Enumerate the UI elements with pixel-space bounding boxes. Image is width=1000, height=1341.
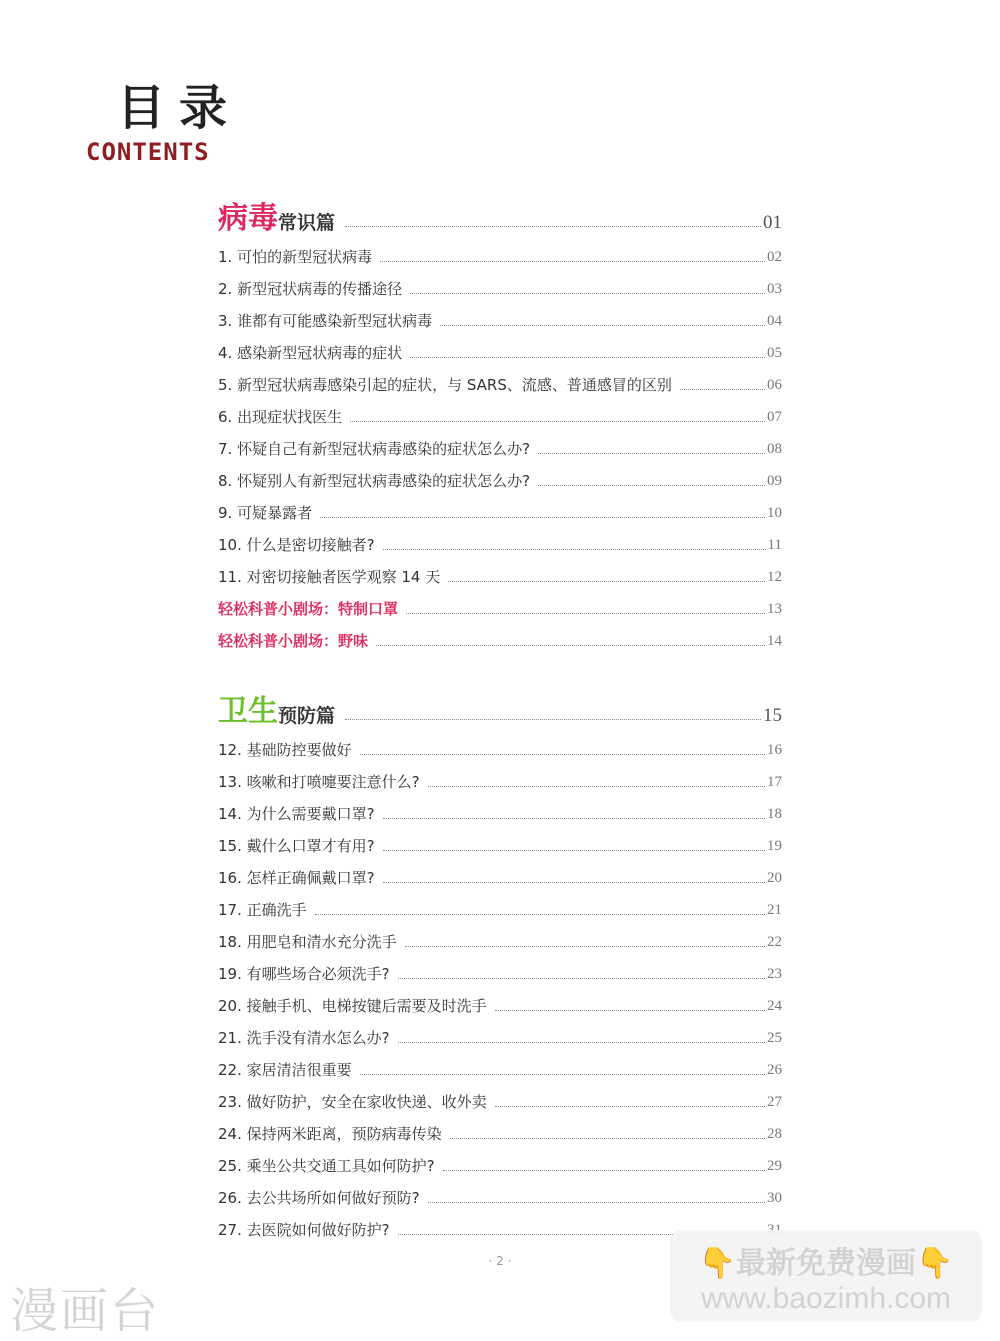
toc-item-title: 20. 接触手机、电梯按键后需要及时洗手 — [218, 997, 487, 1015]
section-header[interactable] — [218, 689, 782, 729]
toc-item-title: 4. 感染新型冠状病毒的症状 — [218, 344, 403, 362]
toc-item[interactable] — [218, 492, 782, 524]
toc-item-page: 12 — [767, 569, 782, 585]
toc-item-page: 26 — [767, 1062, 782, 1078]
toc-item-title: 11. 对密切接触者医学观察 14 天 — [218, 568, 441, 586]
section-title-big: 病毒 — [218, 201, 278, 236]
toc-item[interactable] — [218, 985, 782, 1017]
toc-item-title: 16. 怎样正确佩戴口罩? — [218, 869, 375, 887]
toc-item[interactable] — [218, 857, 782, 889]
leader-dots — [376, 645, 765, 646]
toc-item-title: 25. 乘坐公共交通工具如何防护? — [218, 1157, 435, 1175]
toc-item[interactable] — [218, 953, 782, 985]
toc-item-title: 18. 用肥皂和清水充分洗手 — [218, 933, 397, 951]
toc-item-page: 11 — [767, 537, 782, 553]
leader-dots — [398, 978, 765, 979]
toc-item-title: 3. 谁都有可能感染新型冠状病毒 — [218, 312, 433, 330]
toc-item[interactable] — [218, 524, 782, 556]
toc-item-page: 13 — [767, 601, 782, 617]
toc-item-page: 05 — [767, 345, 782, 361]
leader-dots — [538, 453, 765, 454]
toc-item[interactable] — [218, 620, 782, 652]
contents-heading — [86, 80, 242, 166]
toc-item-page: 04 — [767, 313, 782, 329]
toc-item-title: 19. 有哪些场合必须洗手? — [218, 965, 390, 983]
leader-dots — [495, 1106, 765, 1107]
toc-item-title: 8. 怀疑别人有新型冠状病毒感染的症状怎么办? — [218, 472, 531, 490]
toc-item[interactable] — [218, 300, 782, 332]
watermark-text: 最新免费漫画 — [736, 1246, 916, 1281]
toc-item-page: 03 — [767, 281, 782, 297]
toc-item[interactable] — [218, 1113, 782, 1145]
toc-item[interactable] — [218, 332, 782, 364]
toc-item[interactable] — [218, 793, 782, 825]
toc-item[interactable] — [218, 460, 782, 492]
toc-item[interactable] — [218, 268, 782, 300]
watermark-line1 — [670, 1238, 982, 1282]
heading-en: CONTENTS — [86, 138, 210, 166]
toc-item-page: 21 — [767, 902, 782, 918]
section-header[interactable] — [218, 196, 782, 236]
toc-item-page: 17 — [767, 774, 782, 790]
toc-item-page: 22 — [767, 934, 782, 950]
toc-item-page: 18 — [767, 806, 782, 822]
toc-item[interactable] — [218, 236, 782, 268]
page-number: · 2 · — [488, 1254, 512, 1268]
toc-item-title: 10. 什么是密切接触者? — [218, 536, 375, 554]
leader-dots — [428, 786, 765, 787]
toc-item[interactable] — [218, 588, 782, 620]
leader-dots — [315, 914, 765, 915]
toc-item-title: 14. 为什么需要戴口罩? — [218, 805, 375, 823]
toc-section-hygiene — [218, 689, 782, 1241]
toc-item-page: 24 — [767, 998, 782, 1014]
toc-list — [218, 729, 782, 1241]
leader-dots — [350, 421, 765, 422]
toc-item-page: 08 — [767, 441, 782, 457]
toc-item-title: 1. 可怕的新型冠状病毒 — [218, 248, 373, 266]
toc-item-page: 30 — [767, 1190, 782, 1206]
toc-item[interactable] — [218, 428, 782, 460]
section-page: 01 — [763, 212, 782, 233]
toc-item-title: 17. 正确洗手 — [218, 901, 307, 919]
toc-item-title: 12. 基础防控要做好 — [218, 741, 352, 759]
toc-item-title: 26. 去公共场所如何做好预防? — [218, 1189, 420, 1207]
toc-item[interactable] — [218, 364, 782, 396]
toc-item-page: 19 — [767, 838, 782, 854]
toc-item[interactable] — [218, 1145, 782, 1177]
toc-item-title: 22. 家居清洁很重要 — [218, 1061, 352, 1079]
toc-item-page: 20 — [767, 870, 782, 886]
heading-zh: 目录 — [117, 80, 242, 136]
toc-item-title: 7. 怀疑自己有新型冠状病毒感染的症状怎么办? — [218, 440, 531, 458]
leader-dots — [406, 613, 765, 614]
pointing-down-icon: 👇 — [698, 1246, 736, 1281]
leader-dots — [383, 549, 766, 550]
toc-item[interactable] — [218, 1017, 782, 1049]
toc-item-page: 16 — [767, 742, 782, 758]
leader-dots — [450, 1138, 765, 1139]
toc-item-page: 06 — [767, 377, 782, 393]
toc-item[interactable] — [218, 761, 782, 793]
toc-item[interactable] — [218, 396, 782, 428]
toc-section-virus — [218, 196, 782, 652]
toc-item[interactable] — [218, 825, 782, 857]
toc-item-title: 5. 新型冠状病毒感染引起的症状，与 SARS、流感、普通感冒的区别 — [218, 376, 672, 394]
leader-dots — [680, 389, 765, 390]
toc-item-page: 23 — [767, 966, 782, 982]
toc-item[interactable] — [218, 1049, 782, 1081]
leader-dots — [383, 818, 765, 819]
toc-item-title: 2. 新型冠状病毒的传播途径 — [218, 280, 403, 298]
toc-item-page: 27 — [767, 1094, 782, 1110]
toc-item-page: 25 — [767, 1030, 782, 1046]
toc-item[interactable] — [218, 1177, 782, 1209]
toc-item-page: 07 — [767, 409, 782, 425]
toc-item[interactable] — [218, 729, 782, 761]
toc-item[interactable] — [218, 889, 782, 921]
watermark-box — [670, 1230, 982, 1322]
toc-item-page: 14 — [767, 633, 782, 649]
watermark-url: www.baozimh.com — [700, 1282, 952, 1315]
watermark-left: 漫画台 — [10, 1283, 161, 1339]
pointing-down-icon: 👇 — [916, 1246, 954, 1281]
section-page: 15 — [763, 705, 782, 726]
toc-item-title: 6. 出现症状找医生 — [218, 408, 343, 426]
leader-dots — [398, 1042, 765, 1043]
toc-item-page: 29 — [767, 1158, 782, 1174]
leader-dots — [320, 517, 765, 518]
toc-item-title: 13. 咳嗽和打喷嚏要注意什么? — [218, 773, 420, 791]
section-title-small: 预防篇 — [278, 705, 336, 727]
leader-dots — [410, 357, 765, 358]
leader-dots — [360, 1074, 765, 1075]
toc-item-page: 09 — [767, 473, 782, 489]
leader-dots — [448, 581, 765, 582]
leader-dots — [345, 226, 761, 227]
toc-item[interactable] — [218, 556, 782, 588]
toc-item-title: 23. 做好防护，安全在家收快递、收外卖 — [218, 1093, 487, 1111]
toc-item-title: 轻松科普小剧场：特制口罩 — [218, 600, 399, 618]
section-title-big: 卫生 — [218, 694, 278, 729]
leader-dots — [380, 261, 765, 262]
leader-dots — [360, 754, 765, 755]
leader-dots — [410, 293, 765, 294]
toc-item-page: 28 — [767, 1126, 782, 1142]
leader-dots — [405, 946, 765, 947]
toc-item-page: 02 — [767, 249, 782, 265]
toc-item-title: 24. 保持两米距离，预防病毒传染 — [218, 1125, 442, 1143]
leader-dots — [538, 485, 765, 486]
toc-list — [218, 236, 782, 652]
leader-dots — [383, 850, 765, 851]
leader-dots — [428, 1202, 765, 1203]
leader-dots — [443, 1170, 765, 1171]
toc-item-page: 10 — [767, 505, 782, 521]
leader-dots — [495, 1010, 765, 1011]
toc-item-title: 27. 去医院如何做好防护? — [218, 1221, 390, 1239]
toc-item-title: 轻松科普小剧场：野味 — [218, 632, 369, 650]
section-title-small: 常识篇 — [278, 212, 336, 234]
leader-dots — [383, 882, 765, 883]
toc-item-title: 21. 洗手没有清水怎么办? — [218, 1029, 390, 1047]
toc-item-title: 9. 可疑暴露者 — [218, 504, 313, 522]
toc-item[interactable] — [218, 921, 782, 953]
toc-item-title: 15. 戴什么口罩才有用? — [218, 837, 375, 855]
toc-item[interactable] — [218, 1081, 782, 1113]
leader-dots — [440, 325, 765, 326]
leader-dots — [345, 719, 761, 720]
